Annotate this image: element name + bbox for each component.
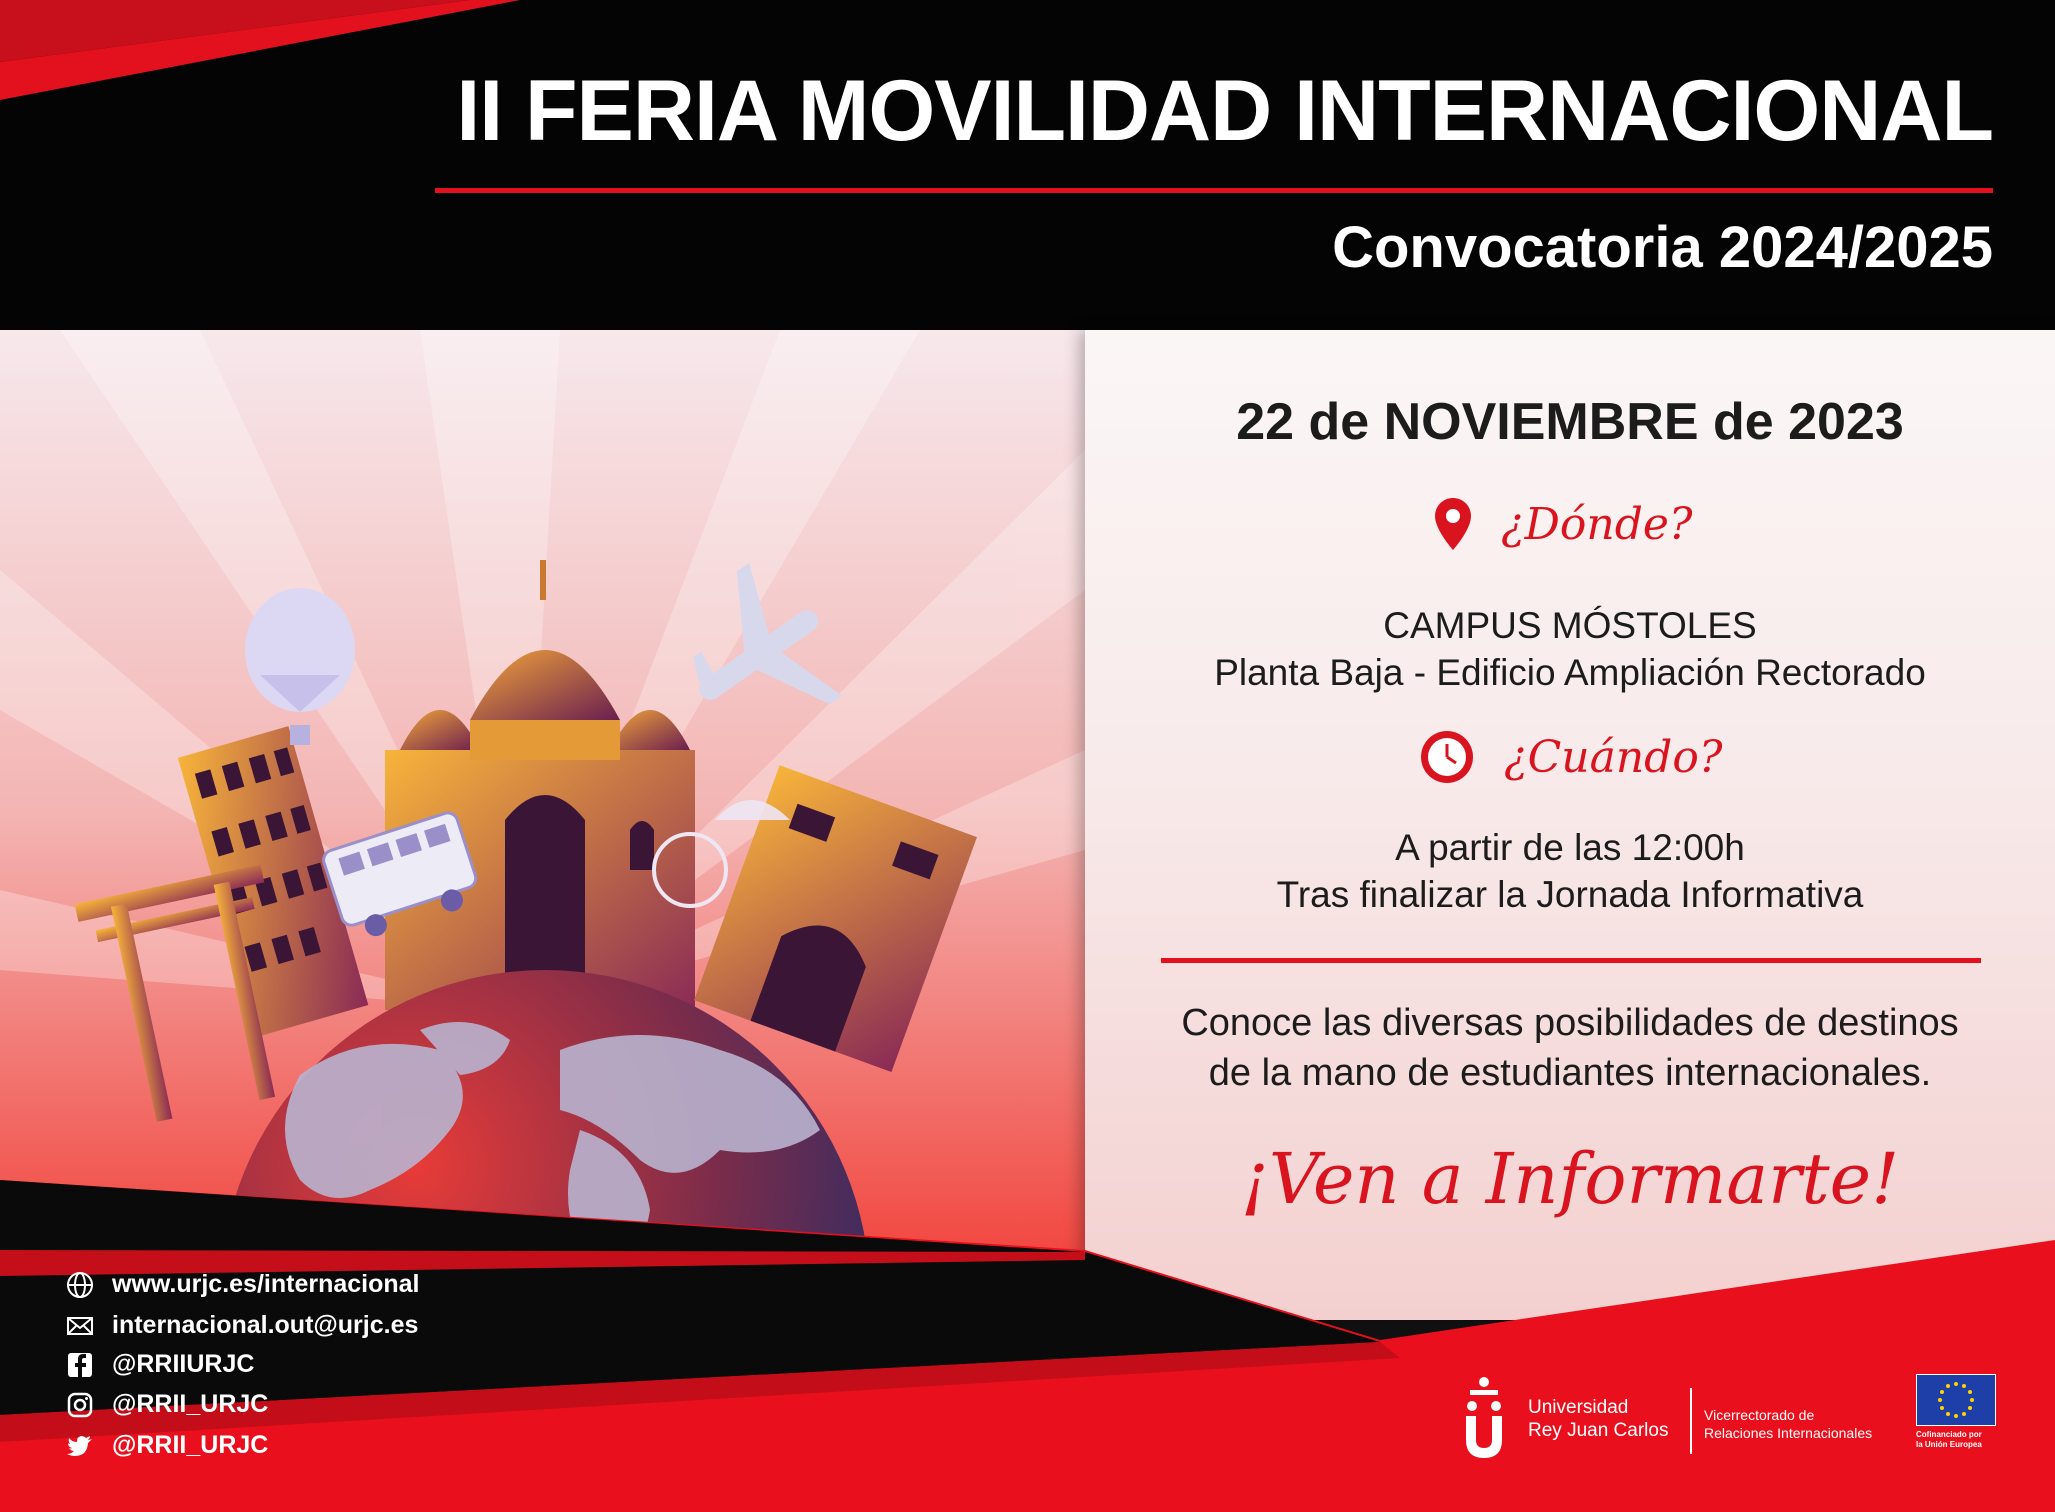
globe-icon xyxy=(66,1271,94,1299)
call-to-action: ¡Ven a Informarte! xyxy=(1240,1138,1900,1220)
contact-web[interactable] xyxy=(66,1270,420,1299)
header-red-stripes xyxy=(0,0,520,110)
twitter-handle[interactable]: @RRII_URJC xyxy=(112,1431,269,1459)
eu-caption-line-2: la Unión Europea xyxy=(1916,1440,1982,1449)
event-info-panel xyxy=(1085,330,2055,1320)
info-divider xyxy=(1161,958,1981,963)
venue-building: Planta Baja - Edificio Ampliación Rectorado xyxy=(1214,652,1926,693)
urjc-name xyxy=(1528,1396,1668,1442)
website-link[interactable]: www.urjc.es/internacional xyxy=(112,1270,420,1298)
title-divider xyxy=(435,188,1993,193)
contact-twitter[interactable] xyxy=(66,1431,268,1460)
contact-email[interactable] xyxy=(66,1311,418,1340)
page-title: II FERIA MOVILIDAD INTERNACIONAL xyxy=(456,63,1993,159)
location-pin-icon xyxy=(1435,498,1471,550)
sponsor-logos xyxy=(1460,1368,2000,1468)
event-date: 22 de NOVIEMBRE de 2023 xyxy=(1236,393,1904,451)
urjc-name-line-1: Universidad xyxy=(1528,1397,1629,1418)
header-banner xyxy=(0,0,2055,330)
email-link[interactable]: internacional.out@urjc.es xyxy=(112,1311,419,1339)
facebook-handle[interactable]: @RRIIURJC xyxy=(112,1350,255,1378)
eu-caption xyxy=(1916,1430,1982,1450)
time-start: A partir de las 12:00h xyxy=(1395,827,1745,868)
venue-campus: CAMPUS MÓSTOLES xyxy=(1383,605,1757,646)
when-label: ¿Cuándo? xyxy=(1504,731,1723,783)
envelope-icon xyxy=(66,1312,94,1340)
travel-illustration xyxy=(0,330,1085,1280)
facebook-icon xyxy=(66,1351,94,1379)
urjc-logo-icon xyxy=(1460,1376,1508,1458)
venue-block xyxy=(1085,602,2055,696)
clock-icon xyxy=(1420,730,1474,784)
logo-divider xyxy=(1690,1388,1692,1454)
eu-caption-line-1: Cofinanciado por xyxy=(1916,1430,1982,1439)
page-subtitle: Convocatoria 2024/2025 xyxy=(1332,215,1993,280)
twitter-icon xyxy=(66,1432,94,1460)
vicerrectorado-name xyxy=(1704,1406,1872,1442)
description-line-1: Conoce las diversas posibilidades de destinos xyxy=(1181,1002,1959,1044)
description-line-2: de la mano de estudiantes internacionales. xyxy=(1208,1052,1932,1094)
vicerrectorado-line-2: Relaciones Internacionales xyxy=(1704,1425,1873,1441)
when-heading xyxy=(1420,730,1722,784)
instagram-handle[interactable]: @RRII_URJC xyxy=(112,1390,269,1418)
where-heading xyxy=(1435,498,1693,550)
contact-facebook[interactable] xyxy=(66,1350,254,1379)
time-note: Tras finalizar la Jornada Informativa xyxy=(1276,874,1864,915)
eu-flag-icon xyxy=(1916,1374,1996,1426)
contact-instagram[interactable] xyxy=(66,1390,268,1419)
event-description xyxy=(1085,998,2055,1098)
time-block xyxy=(1085,824,2055,918)
where-label: ¿Dónde? xyxy=(1501,498,1693,550)
instagram-icon xyxy=(66,1391,94,1419)
vicerrectorado-line-1: Vicerrectorado de xyxy=(1704,1407,1815,1423)
urjc-name-line-2: Rey Juan Carlos xyxy=(1528,1420,1669,1441)
